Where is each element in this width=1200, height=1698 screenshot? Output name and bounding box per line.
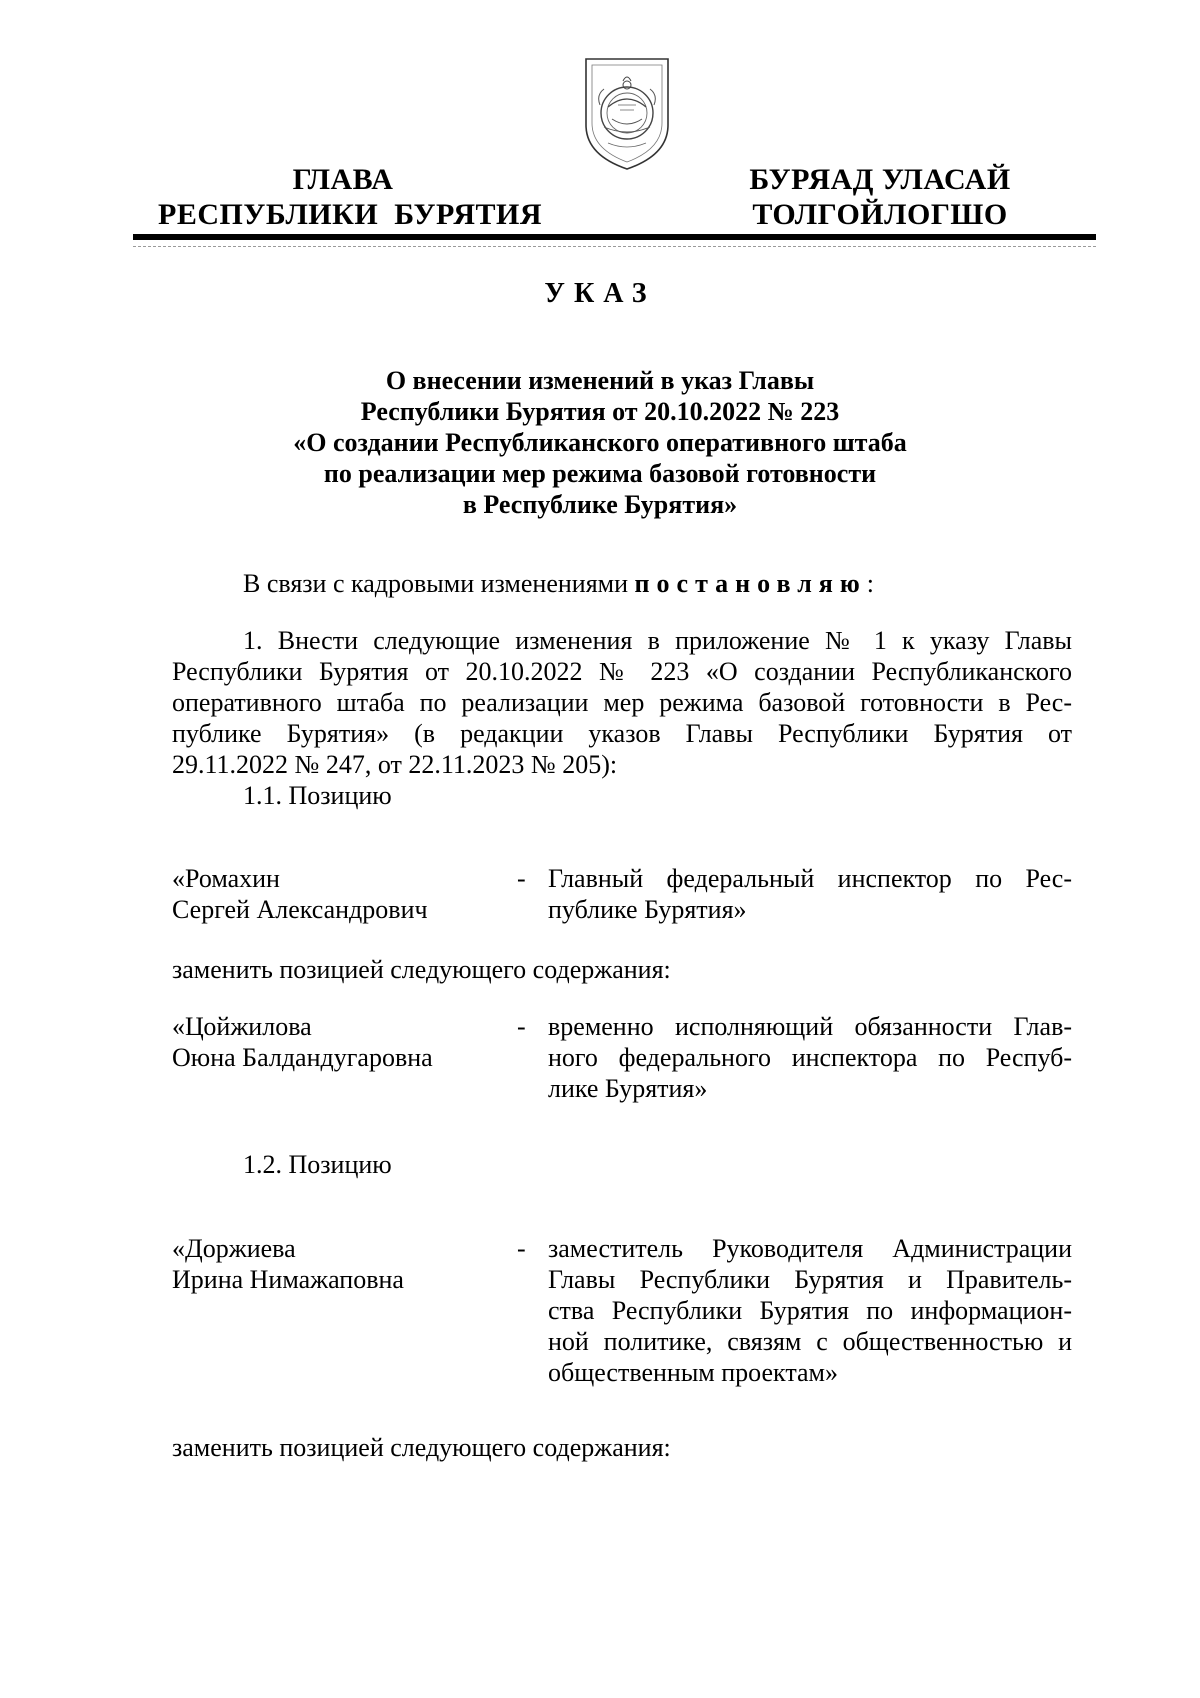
person-role (548, 1011, 1072, 1104)
paragraph-line: оперативного штаба по реализации мер режима базовой готовности в Рес- (172, 688, 1072, 717)
subject-line: «О создании Республиканского оперативного штаба (293, 428, 907, 457)
dash-separator: - (517, 864, 526, 893)
subject-line: по реализации мер режима базовой готовности (323, 459, 877, 488)
role-line: Главы Республики Бурятия и Правитель- (548, 1265, 1072, 1294)
replace-instruction-2: заменить позицией следующего содержания: (172, 1433, 671, 1462)
intro-text: В связи с кадровыми изменениями (243, 569, 635, 598)
replace-instruction-1: заменить позицией следующего содержания: (172, 955, 671, 984)
name-line: Ирина Нимажаповна (172, 1265, 404, 1294)
role-line: ства Республики Бурятия по информацион- (548, 1296, 1072, 1325)
role-line: Главный федеральный инспектор по Рес- (548, 864, 1072, 893)
paragraph-line: 1. Внести следующие изменения в приложение № 1 к указу Главы (243, 626, 1072, 655)
dash-separator: - (517, 1012, 526, 1041)
dash-separator: - (517, 1234, 526, 1263)
person-name (172, 1011, 492, 1073)
person-name (172, 863, 492, 925)
header-right-line1: БУРЯАД УЛАСАЙ (749, 163, 1011, 196)
name-line: «Цойжилова (172, 1012, 312, 1041)
subject-line: О внесении изменений в указ Главы (385, 366, 815, 395)
header-left-line2: РЕСПУБЛИКИ БУРЯТИЯ (158, 198, 543, 231)
person-name (172, 1233, 492, 1295)
role-line: временно исполняющий обязанности Глав- (548, 1012, 1072, 1041)
item-1-2-label: 1.2. Позицию (243, 1150, 392, 1179)
header-divider-thick (133, 234, 1096, 240)
header-right (730, 162, 1030, 232)
header-right-line2: ТОЛГОЙЛОГШО (752, 198, 1008, 231)
role-line: заместитель Руководителя Администрации (548, 1234, 1072, 1263)
role-line: ной политике, связям с общественностью и (548, 1327, 1072, 1356)
intro-sentence (243, 568, 874, 599)
decree-title: УКАЗ (544, 278, 656, 309)
paragraph-1 (172, 625, 1072, 780)
item-1-1-label: 1.1. Позицию (243, 781, 392, 810)
name-line: Сергей Александрович (172, 895, 428, 924)
person-role (548, 863, 1072, 925)
person-role (548, 1233, 1072, 1388)
header-left (158, 162, 543, 232)
subject-line: в Республике Бурятия» (462, 490, 738, 519)
header-left-line1: ГЛАВА (292, 163, 394, 196)
role-line: ного федерального инспектора по Респуб- (548, 1043, 1072, 1072)
paragraph-line: Республики Бурятия от 20.10.2022 № 223 «О создании Республиканского (172, 657, 1072, 686)
decree-subject (200, 365, 1000, 520)
role-line: лике Бурятия» (548, 1074, 708, 1103)
coat-of-arms-emblem (578, 55, 676, 173)
subject-line: Республики Бурятия от 20.10.2022 № 223 (360, 397, 840, 426)
header-divider-thin (133, 246, 1096, 247)
name-line: Оюна Балдандугаровна (172, 1043, 433, 1072)
paragraph-line: публике Бурятия» (в редакции указов Главы Республики Бурятия от (172, 719, 1072, 748)
intro-colon: : (866, 569, 874, 598)
role-line: публике Бурятия» (548, 895, 747, 924)
name-line: «Ромахин (172, 864, 280, 893)
paragraph-line: 29.11.2022 № 247, от 22.11.2023 № 205): (172, 750, 618, 779)
name-line: «Доржиева (172, 1234, 296, 1263)
intro-keyword: постановляю (634, 569, 867, 598)
role-line: общественным проектам» (548, 1358, 838, 1387)
